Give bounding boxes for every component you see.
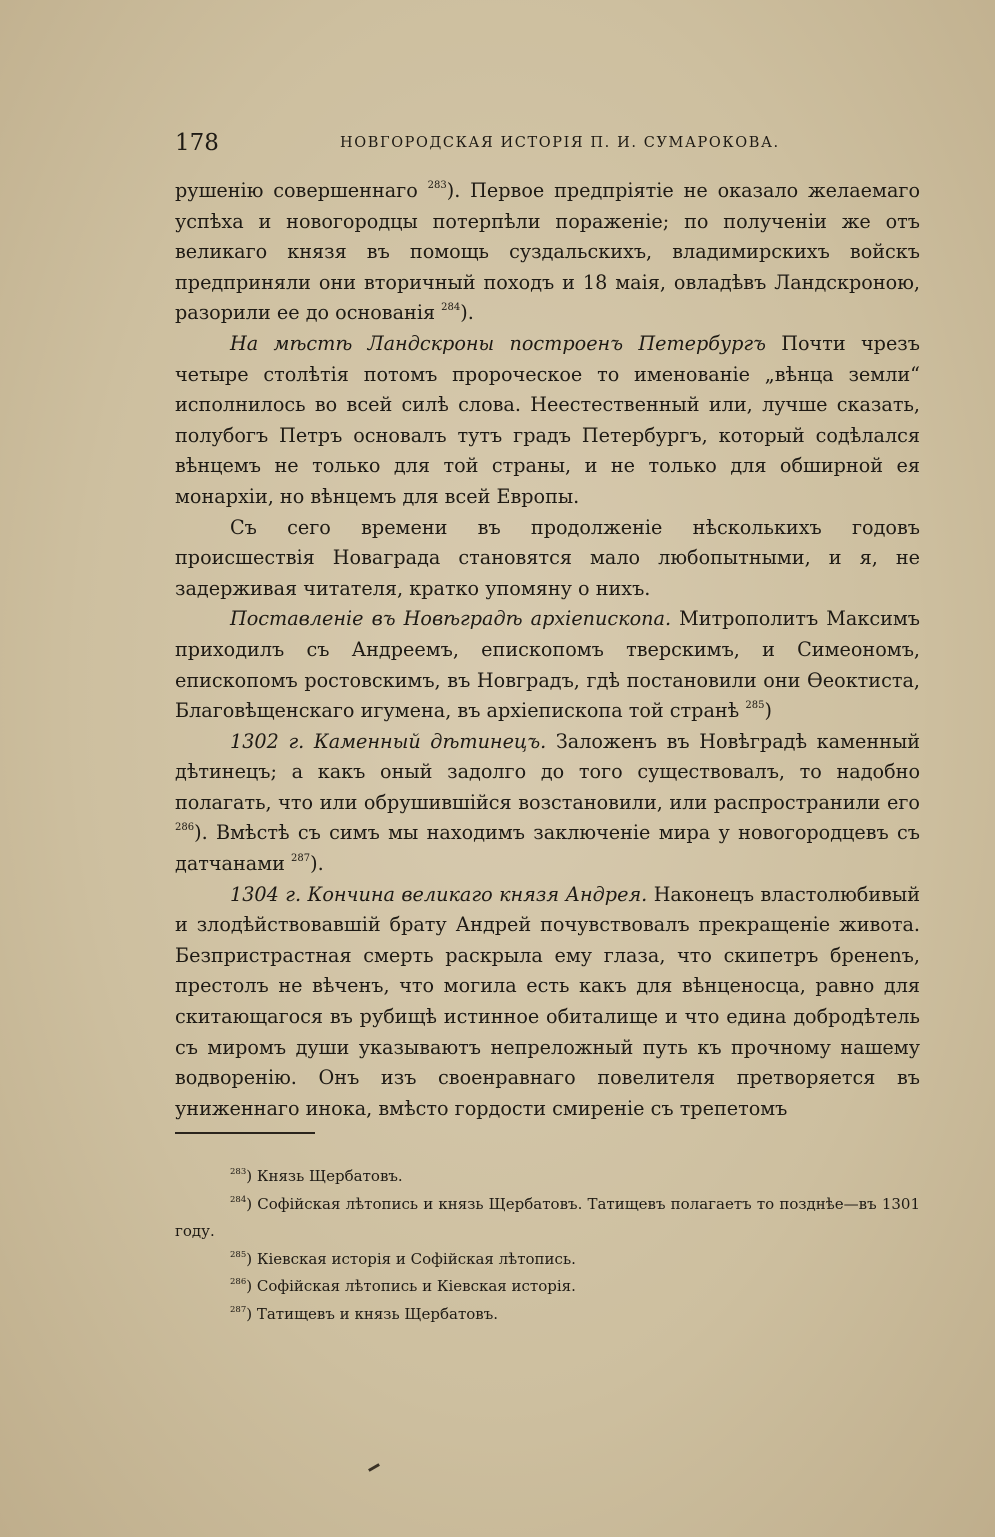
footnote-number: 285: [230, 1249, 247, 1260]
footnote-283: [175, 1163, 920, 1191]
footnote-285: [175, 1246, 920, 1274]
paragraph-1: [175, 176, 920, 329]
footnote-284: [175, 1191, 920, 1246]
section-heading: 1304 г. Кончина великаго князя Андрея.: [230, 882, 648, 906]
section-heading: 1302 г. Каменный дѣтинецъ.: [230, 729, 547, 753]
paragraph-3: [175, 513, 920, 605]
footnote-number: 286: [230, 1277, 247, 1287]
footnote-text: ) Татищевъ и князь Щербатовъ.: [246, 1304, 499, 1323]
footnotes: [175, 1163, 920, 1328]
text-span: рушенію совершеннаго: [175, 179, 428, 202]
footnote-text: ) Князь Щербатовъ.: [246, 1167, 403, 1185]
text-span: ): [764, 699, 772, 723]
paragraph-2: [175, 329, 920, 513]
footnote-ref-283: 283: [427, 180, 447, 191]
footnote-ref-285: 285: [745, 700, 765, 712]
text-span: ).: [310, 852, 324, 876]
text-span: Почти чрезъ четыре столѣтія потомъ пророческое то именованіе „вѣнца земли“ исполнилось во всей силѣ слова. Неестественный или, лучше сказать, полубогъ Петръ основалъ тутъ градъ Петербургъ, который содѣлался вѣнцемъ не только для той страны, и не только для обширной ея монархіи, но вѣнцемъ для всей Европы.: [175, 331, 920, 508]
footnote-286: [175, 1273, 920, 1301]
footnote-divider: [175, 1132, 315, 1134]
ink-mark: [368, 1463, 380, 1472]
main-text: [175, 176, 920, 1124]
text-span: ). Первое предпріятіе не оказало желаемаго успѣха и новогородцы потерпѣли пораженіе; по полученіи же отъ великаго князя въ помощь суздальскихъ, владимирскихъ войскъ предприняли они вторичный походъ и 18 маія, овладѣвъ Ландскроною, разорили ее до основанія: [175, 179, 920, 325]
paragraph-4: [175, 604, 920, 726]
footnote-number: 283: [230, 1167, 247, 1177]
footnote-ref-284: 284: [441, 302, 461, 314]
text-span: ). Вмѣстѣ съ симъ мы находимъ заключеніе мира у новогородцевъ съ датчанами: [175, 821, 920, 876]
section-heading: Поставленіе въ Новѣградѣ архіепископа.: [230, 607, 672, 631]
text-span: ).: [460, 301, 474, 325]
text-span: Наконецъ властолюбивый и злодѣйствовавшій брату Андрей почувствовалъ прекращеніе живота. Безпристрастная смерть раскрыла ему глаза, что скипетръ бренenъ, престолъ не вѣченъ, что могила есть какъ для вѣнценосца, равно для скитающагося въ рубищѣ истинное обиталище и что едина добродѣтель съ миромъ души указываютъ непреложный путь къ прочному нашему водворенію. Онъ изъ своенравнаго повелителя претворяется въ униженнаго инока, вмѣсто гордости смиреніе съ трепетомъ: [175, 882, 920, 1120]
footnote-text: ) Софійская лѣтопись и князь Щербатовъ. Татищевъ полагаетъ то позднѣе—въ 1301 году.: [175, 1194, 920, 1240]
footnote-number: 287: [230, 1304, 247, 1315]
footnote-ref-286: 286: [175, 822, 195, 834]
text-span: Митрополитъ Максимъ приходилъ съ Андреемъ, епископомъ тверскимъ, и Симеономъ, епископомъ ростовскимъ, въ Новградъ, гдѣ постановили они Ѳеоктиста, Благовѣщенскаго игумена, въ архіепископа той странѣ: [175, 607, 920, 723]
footnote-287: [175, 1301, 920, 1329]
running-head: НОВГОРОДСКАЯ ИСТОРІЯ П. И. СУМАРОКОВА.: [340, 135, 780, 151]
section-heading: На мѣстѣ Ландскроны построенъ Петербургъ: [230, 331, 766, 355]
footnote-text: ) Кіевская исторія и Софійская лѣтопись.: [246, 1249, 576, 1268]
paragraph-6: [175, 880, 920, 1125]
footnote-number: 284: [230, 1194, 247, 1205]
text-span: Съ сего времени въ продолженіе нѣсколькихъ годовъ происшествія Новаграда становятся мало любопытными, и я, не задерживая читателя, кратко упомяну о нихъ.: [175, 515, 920, 600]
paragraph-5: [175, 727, 920, 880]
footnote-text: ) Софійская лѣтопись и Кіевская исторія.: [246, 1277, 576, 1295]
page-number: 178: [175, 130, 219, 156]
page-header: [175, 130, 920, 160]
text-span: Заложенъ въ Новѣградѣ каменный дѣтинецъ; а какъ оный задолго до того существовалъ, то надобно полагать, что или обрушившійся возстановили, или распространили его: [175, 729, 920, 814]
footnote-ref-287: 287: [291, 853, 311, 865]
